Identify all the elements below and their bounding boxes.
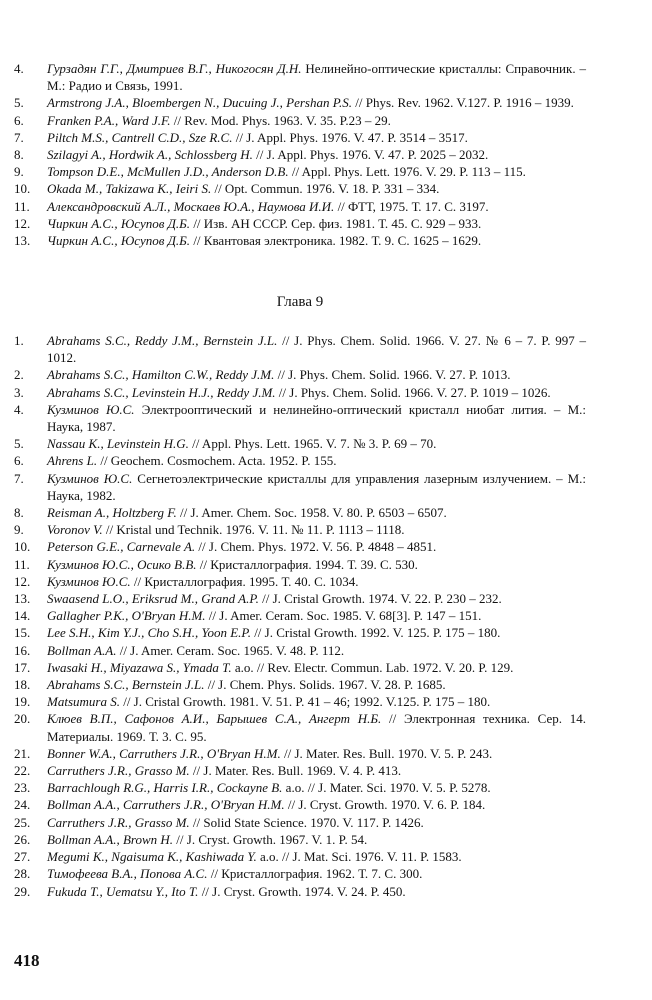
reference-number: 17. xyxy=(14,659,31,675)
reference-item xyxy=(14,94,586,111)
reference-item xyxy=(14,232,586,249)
reference-number: 26. xyxy=(14,831,31,847)
reference-citation: a.o. // Rev. Electr. Commun. Lab. 1972. V. 20. P. 129. xyxy=(231,659,514,675)
reference-authors: Swaasend L.O., Eriksrud M., Grand A.P. xyxy=(47,591,259,607)
reference-citation: // Solid State Science. 1970. V. 117. P. 1426. xyxy=(189,814,424,830)
reference-citation: // Geochem. Cosmochem. Acta. 1952. P. 155. xyxy=(97,453,337,469)
reference-body xyxy=(47,470,586,504)
reference-authors: Voronov V. xyxy=(47,522,103,538)
reference-body xyxy=(47,607,586,624)
reference-body xyxy=(47,452,586,469)
reference-citation: // J. Phys. Chem. Solid. 1966. V. 27. P. 1013. xyxy=(274,367,511,383)
reference-body xyxy=(47,215,586,232)
reference-item xyxy=(14,435,586,452)
reference-authors: Клюев В.П., Сафонов А.И., Барышев С.А., Ангерт Н.Б. xyxy=(47,711,382,727)
reference-citation: // J. Cryst. Growth. 1970. V. 6. P. 184. xyxy=(284,797,486,813)
reference-body xyxy=(47,693,586,710)
reference-body xyxy=(47,848,586,865)
reference-citation: // Phys. Rev. 1962. V.127. P. 1916 – 1939. xyxy=(351,95,574,111)
reference-item xyxy=(14,590,586,607)
reference-number: 25. xyxy=(14,814,31,830)
reference-citation: // Квантовая электроника. 1982. Т. 9. С. 1625 – 1629. xyxy=(190,233,482,249)
reference-citation: // J. Cryst. Growth. 1974. V. 24. P. 450. xyxy=(198,883,406,899)
reference-item xyxy=(14,112,586,129)
reference-authors: Bollman A.A., Carruthers J.R., O'Bryan H.M. xyxy=(47,797,285,813)
reference-citation: // J. Cristal Growth. 1981. V. 51. P. 41 – 46; 1992. V.125. P. 175 – 180. xyxy=(119,694,491,710)
reference-citation: // J. Appl. Phys. 1976. V. 47. P. 2025 – 2032. xyxy=(252,147,489,163)
reference-authors: Abrahams S.C., Levinstein H.J., Reddy J.M. xyxy=(47,384,276,400)
reference-body xyxy=(47,624,586,641)
reference-item xyxy=(14,60,586,94)
reference-body xyxy=(47,366,586,383)
reference-body xyxy=(47,831,586,848)
reference-body xyxy=(47,384,586,401)
reference-citation: a.o. // J. Mater. Sci. 1970. V. 5. P. 5278. xyxy=(282,780,491,796)
reference-item xyxy=(14,452,586,469)
reference-body xyxy=(47,814,586,831)
reference-authors: Abrahams S.C., Hamilton C.W., Reddy J.M. xyxy=(47,367,275,383)
reference-body xyxy=(47,332,586,366)
reference-authors: Bollman A.A. xyxy=(47,642,117,658)
reference-authors: Тимофеева В.А., Попова А.С. xyxy=(47,866,208,882)
reference-citation: // J. Cristal Growth. 1992. V. 125. P. 175 – 180. xyxy=(250,625,501,641)
reference-body xyxy=(47,60,586,94)
reference-citation: Электрооптический и нелинейно-оптический кристалл ниобат лития. – М.: Наука, 1987. xyxy=(47,401,586,435)
reference-authors: Carruthers J.R., Grasso M. xyxy=(47,763,190,779)
reference-number: 9. xyxy=(14,164,24,180)
reference-number: 27. xyxy=(14,849,31,865)
reference-number: 22. xyxy=(14,763,31,779)
reference-citation: // Изв. АН СССР. Сер. физ. 1981. Т. 45. С. 929 – 933. xyxy=(190,215,482,231)
reference-body xyxy=(47,198,586,215)
reference-body xyxy=(47,163,586,180)
reference-authors: Szilagyi A., Hordwik A., Schlossberg H. xyxy=(47,147,253,163)
reference-citation: // J. Amer. Ceram. Soc. 1985. V. 68[3]. P. 147 – 151. xyxy=(205,608,482,624)
reference-number: 23. xyxy=(14,780,31,796)
reference-number: 12. xyxy=(14,215,31,231)
reference-item xyxy=(14,693,586,710)
reference-citation: // Opt. Commun. 1976. V. 18. P. 331 – 334. xyxy=(211,181,440,197)
reference-number: 10. xyxy=(14,181,31,197)
reference-authors: Barrachlough R.G., Harris I.R., Cockayne B. xyxy=(47,780,283,796)
reference-body xyxy=(47,129,586,146)
reference-list-previous-chapter xyxy=(14,60,586,249)
reference-citation: // J. Appl. Phys. 1976. V. 47. P. 3514 – 3517. xyxy=(232,129,468,145)
reference-citation: // ФТТ, 1975. Т. 17. С. 3197. xyxy=(334,198,489,214)
reference-citation: a.o. // J. Mat. Sci. 1976. V. 11. P. 1583. xyxy=(256,849,462,865)
reference-body xyxy=(47,590,586,607)
reference-number: 6. xyxy=(14,112,24,128)
reference-number: 14. xyxy=(14,608,31,624)
reference-number: 12. xyxy=(14,573,31,589)
reference-citation: // Appl. Phys. Lett. 1965. V. 7. № 3. P. 69 – 70. xyxy=(188,436,437,452)
reference-authors: Кузминов Ю.С. xyxy=(47,573,131,589)
reference-item xyxy=(14,521,586,538)
reference-body xyxy=(47,710,586,744)
reference-body xyxy=(47,676,586,693)
reference-list-chapter-9 xyxy=(14,332,586,900)
reference-authors: Peterson G.E., Carnevale A. xyxy=(47,539,196,555)
reference-body xyxy=(47,779,586,796)
reference-authors: Lee S.H., Kim Y.J., Cho S.H., Yoon E.P. xyxy=(47,625,251,641)
reference-number: 5. xyxy=(14,436,24,452)
reference-citation: // Электронная техника. Сер. 14. Материалы. 1969. Т. 3. С. 95. xyxy=(47,711,586,744)
reference-number: 9. xyxy=(14,522,24,538)
reference-body xyxy=(47,401,586,435)
reference-body xyxy=(47,745,586,762)
reference-item xyxy=(14,762,586,779)
reference-number: 13. xyxy=(14,591,31,607)
reference-authors: Ahrens L. xyxy=(47,453,98,469)
reference-citation: // J. Amer. Ceram. Soc. 1965. V. 48. P. 112. xyxy=(116,642,345,658)
reference-authors: Чиркин А.С., Юсупов Д.Б. xyxy=(47,233,191,249)
reference-body xyxy=(47,883,586,900)
reference-authors: Кузминов Ю.С. xyxy=(47,401,135,417)
reference-authors: Гурзадян Г.Г., Дмитриев В.Г., Никогосян Д.Н. xyxy=(47,61,302,76)
reference-authors: Abrahams S.C., Reddy J.M., Bernstein J.L. xyxy=(47,333,278,348)
reference-number: 20. xyxy=(14,711,31,727)
reference-citation: // Кристаллография. 1994. Т. 39. С. 530. xyxy=(196,556,418,572)
reference-number: 8. xyxy=(14,505,24,521)
reference-citation: // Кристаллография. 1962. Т. 7. С. 300. xyxy=(207,866,423,882)
reference-body xyxy=(47,521,586,538)
reference-citation: // J. Cryst. Growth. 1967. V. 1. P. 54. xyxy=(173,831,368,847)
reference-body xyxy=(47,146,586,163)
reference-authors: Piltch M.S., Cantrell C.D., Sze R.C. xyxy=(47,129,233,145)
reference-authors: Megumi K., Ngaisuma K., Kashiwada Y. xyxy=(47,849,257,865)
reference-number: 3. xyxy=(14,384,24,400)
reference-body xyxy=(47,435,586,452)
reference-body xyxy=(47,659,586,676)
reference-authors: Кузминов Ю.С. xyxy=(47,470,133,486)
reference-item xyxy=(14,796,586,813)
reference-citation: // J. Mater. Res. Bull. 1969. V. 4. P. 413. xyxy=(189,763,402,779)
reference-authors: Gallagher P.K., O'Bryan H.M. xyxy=(47,608,206,624)
reference-body xyxy=(47,94,586,111)
reference-authors: Bollman A.A., Brown H. xyxy=(47,831,174,847)
reference-item xyxy=(14,366,586,383)
reference-number: 18. xyxy=(14,677,31,693)
reference-citation: Нелинейно-оптические кристаллы: Справочник. – М.: Радио и Связь, 1991. xyxy=(47,61,586,94)
reference-authors: Кузминов Ю.С., Осико В.В. xyxy=(47,556,197,572)
reference-citation: // J. Mater. Res. Bull. 1970. V. 5. P. 243. xyxy=(280,745,493,761)
reference-body xyxy=(47,112,586,129)
reference-authors: Reisman A., Holtzberg F. xyxy=(47,505,177,521)
reference-citation: // J. Phys. Chem. Solid. 1966. V. 27. P. 1019 – 1026. xyxy=(275,384,551,400)
reference-citation: // J. Phys. Chem. Solid. 1966. V. 27. № 6 – 7. P. 997 – 1012. xyxy=(47,333,586,366)
reference-item xyxy=(14,883,586,900)
reference-number: 11. xyxy=(14,198,30,214)
reference-number: 4. xyxy=(14,61,24,76)
reference-number: 29. xyxy=(14,883,31,899)
reference-authors: Franken P.A., Ward J.F. xyxy=(47,112,171,128)
reference-body xyxy=(47,556,586,573)
reference-authors: Nassau K., Levinstein H.G. xyxy=(47,436,189,452)
reference-item xyxy=(14,556,586,573)
reference-number: 5. xyxy=(14,95,24,111)
reference-authors: Iwasaki H., Miyazawa S., Ymada T. xyxy=(47,659,232,675)
reference-authors: Armstrong J.A., Bloembergen N., Ducuing J., Pershan P.S. xyxy=(47,95,352,111)
reference-authors: Matsumura S. xyxy=(47,694,120,710)
reference-number: 24. xyxy=(14,797,31,813)
reference-item xyxy=(14,146,586,163)
reference-authors: Okada M., Takizawa K., Ieiri S. xyxy=(47,181,212,197)
reference-citation: Сегнетоэлектрические кристаллы для управления лазерным излучением. – М.: Наука, 1982. xyxy=(47,470,586,503)
reference-body xyxy=(47,538,586,555)
reference-body xyxy=(47,504,586,521)
reference-item xyxy=(14,607,586,624)
reference-citation: // J. Chem. Phys. Solids. 1967. V. 28. P. 1685. xyxy=(204,677,446,693)
reference-item xyxy=(14,745,586,762)
reference-number: 13. xyxy=(14,233,31,249)
reference-number: 19. xyxy=(14,694,31,710)
reference-number: 1. xyxy=(14,333,24,348)
reference-body xyxy=(47,796,586,813)
reference-citation: // Appl. Phys. Lett. 1976. V. 29. P. 113 – 115. xyxy=(288,164,526,180)
reference-item xyxy=(14,538,586,555)
reference-item xyxy=(14,504,586,521)
reference-item xyxy=(14,642,586,659)
reference-authors: Александровский А.Л., Москаев Ю.А., Наумова И.И. xyxy=(47,198,335,214)
reference-body xyxy=(47,865,586,882)
chapter-heading: Глава 9 xyxy=(276,294,324,310)
reference-item xyxy=(14,624,586,641)
reference-body xyxy=(47,642,586,659)
reference-item xyxy=(14,676,586,693)
reference-number: 11. xyxy=(14,556,30,572)
reference-body xyxy=(47,573,586,590)
reference-item xyxy=(14,384,586,401)
reference-item xyxy=(14,848,586,865)
reference-authors: Fukuda T., Uematsu Y., Ito T. xyxy=(47,883,199,899)
reference-authors: Чиркин А.С., Юсупов Д.Б. xyxy=(47,215,191,231)
reference-item xyxy=(14,180,586,197)
reference-citation: // Rev. Mod. Phys. 1963. V. 35. P.23 – 29. xyxy=(170,112,391,128)
reference-authors: Carruthers J.R., Grasso M. xyxy=(47,814,190,830)
page-number: 418 xyxy=(14,951,40,970)
reference-item xyxy=(14,865,586,882)
reference-item xyxy=(14,710,586,744)
reference-body xyxy=(47,762,586,779)
reference-number: 10. xyxy=(14,539,31,555)
reference-number: 8. xyxy=(14,147,24,163)
reference-number: 21. xyxy=(14,745,31,761)
reference-number: 16. xyxy=(14,642,31,658)
reference-number: 2. xyxy=(14,367,24,383)
reference-item xyxy=(14,573,586,590)
reference-item xyxy=(14,163,586,180)
reference-item xyxy=(14,198,586,215)
reference-item xyxy=(14,814,586,831)
reference-citation: // Kristal und Technik. 1976. V. 11. № 11. P. 1113 – 1118. xyxy=(102,522,405,538)
reference-authors: Bonner W.A., Carruthers J.R., O'Bryan H.M. xyxy=(47,745,281,761)
reference-citation: // Кристаллография. 1995. Т. 40. С. 1034. xyxy=(130,573,359,589)
reference-number: 7. xyxy=(14,470,24,486)
reference-item xyxy=(14,659,586,676)
reference-item xyxy=(14,779,586,796)
reference-item xyxy=(14,401,586,435)
reference-citation: // J. Amer. Chem. Soc. 1958. V. 80. P. 6503 – 6507. xyxy=(176,505,447,521)
reference-number: 4. xyxy=(14,401,24,417)
reference-item xyxy=(14,215,586,232)
reference-authors: Abrahams S.C., Bernstein J.L. xyxy=(47,677,205,693)
reference-item xyxy=(14,129,586,146)
reference-number: 6. xyxy=(14,453,24,469)
reference-body xyxy=(47,180,586,197)
reference-item xyxy=(14,332,586,366)
reference-citation: // J. Chem. Phys. 1972. V. 56. P. 4848 – 4851. xyxy=(195,539,437,555)
reference-number: 28. xyxy=(14,866,31,882)
reference-authors: Tompson D.E., McMullen J.D., Anderson D.B. xyxy=(47,164,289,180)
reference-item xyxy=(14,831,586,848)
reference-number: 7. xyxy=(14,129,24,145)
reference-body xyxy=(47,232,586,249)
reference-number: 15. xyxy=(14,625,31,641)
reference-citation: // J. Cristal Growth. 1974. V. 22. P. 230 – 232. xyxy=(258,591,502,607)
reference-item xyxy=(14,470,586,504)
